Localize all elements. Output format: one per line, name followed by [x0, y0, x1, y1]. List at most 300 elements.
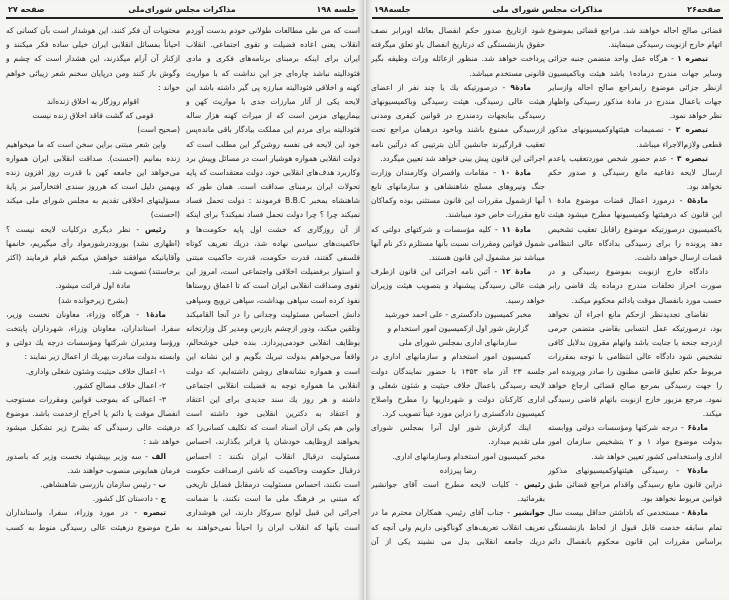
line-text: این قانون که درهیئتها وکمیسیونها مطرح میشود هیئت [548, 210, 722, 220]
text-line [371, 294, 545, 308]
text-line [548, 492, 722, 506]
text-line [371, 265, 545, 279]
text-line [6, 492, 180, 506]
line-text: تشخیص شود دادگاه عالی انتظامی با توجه بمقررات [548, 352, 722, 362]
text-line [186, 478, 360, 492]
line-text: - هرگاه عمل واحد متضمن جنبه جزائی [548, 54, 674, 64]
line-text: اینك گزارش شور اول آنرا بمجلس شورای [371, 423, 531, 433]
text-line [548, 24, 722, 38]
text-line [186, 279, 360, 293]
text-line [548, 194, 722, 208]
line-text: بوظایف انقلابی خودمی‌پردازد. بنده خیلی خوشحالم، [186, 338, 360, 348]
line-text: نظر خواهد نمود. [669, 111, 722, 121]
text-line [186, 109, 360, 123]
line-text: اجرائی این قبیل لوایح سروکار دارند، این هوشداری [186, 508, 360, 518]
left-page [0, 0, 364, 600]
line-text: بدولت موضوع مواد ۱ و ۲ بتشخیص سازمان امور [548, 437, 722, 447]
line-text: خواهد شد : [143, 437, 180, 447]
line-text: نخواهد بود. [686, 182, 722, 192]
section-heading: مادهٔ۹ [510, 82, 531, 92]
line-text: قضائی صالح احاله خواهند شد. مراجع قضائی بموضوع [548, 26, 722, 35]
line-text: را جهت رسیدگی بمرجع صالح قضائی ارجاع خواهد [548, 380, 722, 390]
text-line [186, 208, 360, 222]
line-text: حسب مورد بانفصال موقت یادائم محکوم میکند. [571, 295, 722, 305]
text-line [371, 194, 545, 208]
line-text: - آئین نامه اجرائی این قانون ازطرف [371, 267, 498, 277]
line-text: دریك جامعه انقلابی بدل می نشیند یکی از آن [371, 536, 545, 546]
text-line [186, 450, 360, 464]
text-line [6, 407, 180, 421]
text-line [548, 322, 722, 336]
line-text: محتویات آن فکر کنند، این هوشدار است بآن کسانی که [6, 26, 180, 35]
line-text: (صحیح است) [137, 125, 180, 135]
line-text: فلسفی گفتند، قدرت حکومت، قدرت حاکمیت مبتنی [186, 253, 360, 262]
text-line [6, 464, 180, 478]
line-text: شمول قوانین ومقررات نسبت بآنها مستلزم ذکر نام آنها [371, 238, 545, 248]
line-text: اداری کارکنان دولت و شهرداریها را مطرح واصلاح [371, 394, 545, 404]
line-text: باکمیسیون درصورتیکه موضوع راقابل تعقیب تشخیص [548, 224, 722, 234]
text-line [548, 365, 722, 379]
text-line [548, 166, 722, 180]
line-text: دادگاه خارج ازنوبت بموضوع رسیدگی و در [548, 267, 708, 277]
line-text: تحولات ایران برمبنای صداقت است. همان طور که [186, 182, 360, 192]
text-line [548, 180, 722, 194]
text-line [6, 95, 180, 109]
line-text: احیاناً بمسائل انقلابی ایران خیلی ساده فکر میکنند و [6, 40, 180, 50]
section-heading: ب [158, 480, 166, 489]
text-line [548, 67, 722, 81]
line-text: ازرسیدگی ممنوع باشند وباخود درهمان مراجع تحت [371, 125, 545, 135]
line-text: بود، درصورتیکه عمل انتسابی بقاضی متضمن جرمی [548, 323, 722, 333]
line-text: است نکنند، احساس مسئولیت درمقابل فضایل تاریخی [186, 480, 360, 489]
page-number: صفحه۲۶ [687, 5, 721, 14]
text-line [371, 478, 545, 492]
text-line [6, 152, 180, 166]
line-text: تقاضای تجدیدنظر ازحکم مانع اجراء آن نخواهد [548, 309, 708, 319]
line-text: تعقیب قرارگیرند جانشین آنان بترتیبی که درآئین نامه [371, 139, 545, 149]
text-line [6, 379, 180, 393]
line-text: - عدم حضور شخص موردتعقیب یاعدم [548, 153, 674, 163]
text-line [371, 365, 545, 379]
text-line [186, 506, 360, 520]
text-line [186, 223, 360, 237]
text-line [6, 336, 180, 350]
text-line [548, 450, 722, 464]
line-text: جنگ ونیروهای مسلح شاهنشاهی و سازمانهای تابع [371, 182, 545, 192]
line-text: مخبر کمیسیون دادگستری - علی احمد خورشید [384, 309, 532, 319]
text-line [6, 67, 180, 81]
text-line [186, 24, 360, 38]
line-text: است بآنها که انقلاب ایران را احیاناً نمی‌خواهند به [186, 522, 360, 532]
text-line [186, 265, 360, 279]
page-header [6, 5, 358, 19]
text-line [548, 152, 722, 166]
text-line [186, 421, 360, 435]
text-line [186, 393, 360, 407]
text-line [186, 464, 360, 478]
line-text: خواند : [158, 82, 180, 92]
text-line [6, 365, 180, 379]
line-text: رسیدگی بنابجهات ردمندرج در قوانین کیفری ومدنی [371, 111, 545, 121]
section-heading: تبصره [143, 508, 166, 518]
line-text: (احسنت) [150, 210, 180, 220]
section-heading: رئیس [523, 480, 545, 489]
section-heading: مادهٔ۱ [145, 309, 166, 319]
text-line [371, 67, 545, 81]
text-line [548, 464, 722, 478]
text-line [186, 251, 360, 265]
line-text: نمود. مرجع مزبور خارج ازنوبت باتهام قاضی رسیدگی [548, 394, 722, 404]
text-line [186, 308, 360, 322]
text-line [548, 52, 722, 66]
page-number: صفحه ۲۷ [8, 5, 45, 14]
text-line [6, 279, 180, 293]
text-line [548, 535, 722, 549]
line-text: خود این لایحه فی نفسه روشن‌گر این مطلب است که [186, 139, 360, 149]
text-line [6, 223, 180, 237]
line-text: ورؤسا ومدیران شرکتها ومؤسسات درجه یك دولتی و [6, 338, 180, 348]
line-text: شاهنشاه بمخبر B.B.C فرمودند : دولت تحمل فساد [186, 196, 360, 206]
line-text: تمام سابقه خدمت قابل قبول از لحاظ بازنشستگی [548, 522, 722, 532]
text-line [6, 421, 180, 435]
section-heading: تبصره ۲ [675, 125, 708, 135]
line-text: - جناب آقای رئیس، همکاران محترم ما در [371, 508, 511, 518]
line-text: از آن روزگاری که خشت اول پایه حکومت‌ها و [186, 224, 360, 234]
line-text: فئودالیته برای مردم این مملکت بیادگار باقی مانده‌پس [186, 125, 360, 135]
line-text: وابسته بدولت مبادرت بهریك از اعمال زیر نمایند : [24, 352, 180, 362]
text-line [6, 166, 180, 180]
line-text: - مستخدمی که باداشتن حداقل بیست سال [548, 508, 685, 518]
text-line [548, 237, 722, 251]
text-column-right [548, 24, 722, 549]
text-line [371, 279, 545, 293]
line-text: - کلیات لایحه مطرح است آقای جوانشیر [371, 480, 519, 489]
text-line [371, 138, 545, 152]
text-column-right [186, 24, 360, 535]
page-header [372, 5, 723, 19]
text-line [6, 180, 180, 194]
line-text: وتلقین میکند، ودور ازچشم بازرس ومدیر کل وزارتخانه [186, 323, 360, 333]
line-text: نمیکند چرا ؟ چرا دولت تحمل فساد نمیکند؟ برای اینکه [186, 210, 360, 220]
line-text: آنها ازشمول مقررات این قانون مستثنی بوده وکماکان [371, 196, 545, 206]
line-text: رضا پیرزاده [439, 465, 477, 475]
text-line [371, 308, 545, 322]
line-text: خواهد رسید. [505, 295, 545, 305]
line-text: دهد پرونده را برای رسیدگی بدادگاه عالی انتظامی [548, 238, 722, 248]
text-line [6, 38, 180, 52]
text-line [548, 294, 722, 308]
line-text: و استوار برفضیلت اخلاقی واجتماعی است، امروز این [186, 267, 360, 277]
line-text: زنده بمانیم (احسنت). صداقت انقلابی ایران همواره [6, 153, 180, 163]
text-line [371, 492, 545, 506]
line-text: - در مورد وزراء، سفرا، واستانداران [6, 508, 137, 518]
text-line [371, 24, 545, 38]
text-line [371, 421, 545, 435]
line-text: مسئولیت درقبال انقلاب ایران نکنند : احساس [186, 451, 360, 461]
right-page [366, 0, 729, 600]
section-heading: مادهٔ۶ [687, 423, 708, 433]
line-text: مربوط حکم تعلیق قاضی مظنون را صادر وپرونده امر [548, 366, 722, 376]
line-text: برخاستند) تصویب شد. [109, 267, 180, 277]
text-line [371, 322, 545, 336]
text-line [6, 52, 180, 66]
line-text: قطعی ولازم‌الاجراء میباشد. [636, 139, 722, 149]
section-heading: مادهٔ ۱۰ [500, 167, 531, 177]
session-number: جلسه ۱۹۸ [316, 5, 356, 14]
text-line [186, 123, 360, 137]
line-text: اجرائی این قانون پیش بینی خواهد شد تعیین میگردد. [380, 153, 545, 163]
section-heading: مادهٔ ۱۲ [501, 267, 532, 277]
text-line [6, 237, 180, 251]
line-text: واین شعر مبتنی براین سخن است که ما میخواهیم [6, 139, 166, 149]
text-line [6, 450, 180, 464]
text-line [186, 521, 360, 535]
line-text: دراین قانون مانع رسیدگی واقدام مراجع قضائی طبق [548, 480, 722, 489]
line-text: قانونی مستخدم میباشد. [469, 68, 545, 78]
line-text: جهات باعمال مندرج در مادهٔ مذکور رسیدگی واظهار [548, 96, 722, 106]
text-line [6, 123, 180, 137]
line-text: است و همواره نشانه‌های روشن داشته‌ایم، که دولت [186, 366, 360, 376]
text-line [6, 24, 180, 38]
line-text: ارسال لایحه دفاعیه مانع رسیدگی و صدور حکم [548, 167, 722, 177]
line-text: درهیئت عالی رسیدگی که بشرح زیر تشکیل میشود [6, 423, 180, 433]
text-line [186, 435, 360, 449]
text-line [371, 109, 545, 123]
line-text: ازنظر جزائی موضوع رابمراجع صالح احاله وازسایر [548, 82, 722, 92]
text-line [6, 350, 180, 364]
running-title: مذاکرات مجلس شورای‌ملی [128, 5, 236, 14]
line-text: سازمانهای اداری بمجلس شورای ملی [399, 338, 517, 348]
line-text: وآقایانیکه موافقند خواهش میکنم قیام فرمایند (اکثر [6, 253, 180, 262]
text-line [6, 251, 180, 265]
text-line [548, 38, 722, 52]
text-line [548, 138, 722, 152]
text-line [548, 208, 722, 222]
text-line [6, 521, 180, 535]
line-text: انقلابی ما همواره توجه به فضیلت انقلابی اجتماعی [186, 380, 360, 390]
text-line [548, 308, 722, 322]
line-text: ملی تقدیم میدارد. [488, 437, 545, 447]
text-line [548, 81, 722, 95]
text-line [371, 208, 545, 222]
line-text: - درجه شرکتها ومؤسسات دولتی ووابسته [548, 423, 684, 433]
text-line [186, 38, 360, 52]
text-column-left [6, 24, 180, 535]
line-text: هیئت عالی رسیدگی پیشنهاد و بتصویب هیئت وزیران [371, 281, 545, 291]
running-title: مذاکرات مجلس شورای ملی [492, 5, 603, 14]
text-line [548, 521, 722, 535]
text-line [6, 322, 180, 336]
text-line [6, 478, 180, 492]
text-line [548, 251, 722, 265]
text-line [548, 279, 722, 293]
line-text: لایحه رسیدگی باعمال خلاف حیثیت و شئون شغلی و [371, 380, 545, 390]
line-text: کمیسیون دادگستری را دراین مورد عیناً تصویب کرد. [382, 409, 545, 419]
text-line [6, 208, 180, 222]
line-text: گزارش شور اول ازکمیسیون امور استخدام و [387, 323, 529, 333]
line-text: تابع مقررات خاص خود میباشند. [445, 210, 545, 220]
line-text: فرمان همایونی منصوب خواهند شد. [67, 465, 180, 475]
line-text: قومی که گشت فاقد اخلاق زنده نیست [32, 111, 154, 121]
line-text: ۳- اعمالی که بموجب قوانین ومقررات مستوجب [6, 394, 166, 404]
line-text: فئودالیته نباشد چاره‌ای جز این نداشت که با مواریث [186, 68, 360, 78]
line-text: صورت احراز تخلفات مندرج درماده یك قاضی رابر [548, 281, 722, 291]
line-text: اتهام خارج ازنوبت رسیدگی مینمایند. [608, 40, 722, 50]
text-column-left [371, 24, 545, 549]
section-heading: تبصره ۳ [676, 153, 708, 163]
line-text: کمیسیون امور استخدام و سازمانهای اداری در [371, 352, 531, 362]
text-line [186, 152, 360, 166]
line-text: - مقامات وافسران وکارمندان وزارت [371, 167, 497, 177]
line-text: (اظهاری نشد) بوروددرشورمواد رأی میگیریم، خانمها [6, 238, 180, 248]
text-line [186, 492, 360, 506]
text-line [548, 421, 722, 435]
line-text: اداری واستخدامی کشور تعیین خواهد شد. [591, 451, 722, 461]
text-line [371, 535, 545, 549]
text-line [371, 336, 545, 350]
line-text: درقبال حکومت وحاکمیت که ناشی ازصداقت حکومت [186, 465, 360, 475]
text-line [186, 81, 360, 95]
text-line [548, 350, 722, 364]
line-text: پرداخت خواهد شد. منظور ازعائله وراث وظیفه بگیر [371, 54, 545, 64]
text-line [6, 435, 180, 449]
text-line [371, 95, 545, 109]
text-line [371, 350, 545, 364]
line-text: وگوش باز کنند ومن درپایان سخنم شعر زیبائی خواهم [6, 68, 180, 78]
text-line [371, 38, 545, 52]
text-line [186, 336, 360, 350]
section-heading: مادهٔ ۱۱ [501, 224, 532, 234]
line-text: - درمورد اعمال قضات موضوع مادهٔ ۱ [548, 196, 683, 206]
line-text: (بشرح زیرخوانده شد) [58, 295, 128, 305]
line-text: - رسیدگی هیئتهاوکمیسیونهای مذکور [548, 465, 679, 475]
text-line [186, 52, 360, 66]
text-line [371, 407, 545, 421]
line-text: لایحه یکی از آثار مبارزات جدی با مواریث کهن و [186, 96, 360, 106]
text-line [186, 407, 360, 421]
line-text: - نظر دیگری درکلیات لایحه نیست ؟ [6, 224, 140, 234]
section-heading: مادهٔ۵ [687, 196, 708, 206]
line-text: طرح موضوع درهیئت عالی رسیدگی منوط به کسب [6, 522, 180, 532]
line-text: ۱- اعمال خلاف حیثیت وشئون شغلی واداری. [25, 366, 166, 376]
text-line [548, 336, 722, 350]
line-text: نفوذ کرده است سپاهی بهداشت، سپاهی ترویج وسپاهی [186, 295, 360, 305]
text-line [6, 81, 180, 95]
line-text: دانش احساس مسئولیت وجدانی را در آنجا القامیکند [186, 309, 360, 319]
text-line [548, 123, 722, 137]
line-text: وسایر جهات مندرج درماده۱ باشد هیئت وباکمیسیون [548, 68, 722, 78]
line-text: حاکمیت‌های سیاسی نهاده شد، دریك تعریف کوتاه [186, 238, 360, 248]
text-line [186, 166, 360, 180]
section-heading: رئیس [144, 224, 167, 234]
text-line [6, 393, 180, 407]
text-line [186, 180, 360, 194]
line-text: مسؤلیتهای اخلاقی تقدیم به مجلس شورای ملی میکند [6, 196, 180, 206]
text-line [548, 223, 722, 237]
text-line [371, 152, 545, 166]
line-text: تعریف انقلاب تعریف‌های گوناگونی داریم ولی آنچه که [371, 522, 545, 532]
line-text: میباشد نیز مشمول این قانون هستند. [429, 253, 545, 262]
line-text: - دادستان کل کشور. [92, 494, 159, 504]
line-text: وبهمین دلیل است که هرروز سندی افتخارآمیز بر پایهٔ [6, 182, 180, 192]
session-number: جلسه۱۹۸ [374, 5, 411, 14]
text-line [371, 223, 545, 237]
text-line [548, 393, 722, 407]
line-text: بفرمائید. [517, 494, 545, 504]
text-line [548, 379, 722, 393]
line-text: - تصمیمات هیئتهاوکمیسیونهای مذکور [548, 125, 671, 135]
line-text: که مبتنی بر فرهنگ ملی ما است نکنند، با ضمانت [186, 494, 360, 504]
text-line [371, 379, 545, 393]
text-line [6, 109, 180, 123]
text-line [371, 180, 545, 194]
line-text: قضات ارسال خواهد داشت. [634, 253, 722, 262]
line-text: واین هم یکی ازآن اسناد است که تکلیف کسانی‌را که [186, 423, 360, 433]
line-text: انفصال موقت یا دائم یا اخراج ازخدمت باشد. موضوع [6, 409, 180, 419]
text-line [548, 95, 722, 109]
line-text: - رئیس سازمان بازرسی شاهنشاهی. [40, 480, 156, 489]
section-heading: مادهٔ۸ [687, 508, 708, 518]
section-heading: الف [151, 451, 166, 461]
text-line [371, 393, 545, 407]
text-line [371, 166, 545, 180]
text-line [186, 350, 360, 364]
text-line [371, 81, 545, 95]
text-line [371, 521, 545, 535]
text-line [371, 464, 545, 478]
text-line [6, 506, 180, 520]
line-text: - سه وزیر بپیشنهاد نخست وزیر که باصدور [6, 451, 148, 461]
line-text: سفرا، استانداران، معاونان وزراء، شهرداران پایتخت [6, 323, 180, 333]
text-line [371, 123, 545, 137]
section-heading: ج [160, 494, 166, 504]
line-text: کهنه و اخلاقی فئودالیته مبارزه پی گیر داشته باشد این [186, 82, 360, 92]
line-text: اقوام روزگار به اخلاق زنده‌اند [46, 96, 140, 106]
text-line [186, 67, 360, 81]
line-text: دولت انقلابی همواره هوشیار است در مسائل وپیش برد [186, 153, 360, 163]
text-line [548, 407, 722, 421]
text-line [186, 138, 360, 152]
line-text: بیماریهای مزمن است که از میراث کهنه هزار ساله [186, 111, 360, 121]
section-heading: جوانشیر [513, 508, 545, 518]
line-text: واقعاً می‌خواهم بدولت تبریك بگویم و این نشانه این [186, 352, 360, 362]
line-text: هیئت عالی رسیدگی، هیئت رسیدگی وباکمیسیونهای [371, 96, 545, 106]
line-text: بخواهند ازوظایف خودشان پا فراتر بگذارند، احساس [186, 437, 360, 447]
line-text: می‌خواهد این جامعه کهن با قدرت روز افزون زنده [6, 167, 180, 177]
text-line [6, 138, 180, 152]
line-text: ازکنار آن آرام میگذرند، این هشدار است که چشم و [6, 54, 180, 64]
text-line [371, 52, 545, 66]
line-text: براساس مقررات این قانون محکوم بانفصال دائم [548, 536, 722, 546]
text-line [371, 237, 545, 251]
line-text: شود ازتاریخ صدور حکم انفصال بعائله اوبرابر نصف [371, 26, 545, 35]
text-line [186, 294, 360, 308]
line-text: - هرگاه وزراء، معاونان نخست وزیر، [6, 309, 140, 319]
text-line [371, 435, 545, 449]
line-text: وکاربرد هدف‌های انقلابی خود، دولت معتقداست که پایه [186, 167, 360, 177]
line-text: - درصورتیکه یك یا چند نفر از اعضای [371, 82, 506, 92]
text-line [371, 450, 545, 464]
text-line [186, 322, 360, 336]
line-text: مادهٔ اول قرائت میشود. [55, 281, 131, 291]
line-text: ازدرجه جنحه یا جنایت باشد واتهام مقرون بدلایل کافی [548, 338, 722, 348]
line-text: است که من طی مطالعات طولانی خودم بدست آوردم [186, 26, 360, 35]
line-text: داشته و هر روز یك سند جدیدی برای این اعتقاد [186, 394, 360, 404]
text-line [186, 379, 360, 393]
line-text: تقوی وصداقت انقلابی ایران است که تا اعماق روستاها [186, 281, 360, 291]
line-text: انقلاب یعنی اعاده فضیلت و تقوی اجتماعی. انقلاب [186, 40, 360, 50]
section-heading: مادهٔ۷ [687, 465, 708, 475]
